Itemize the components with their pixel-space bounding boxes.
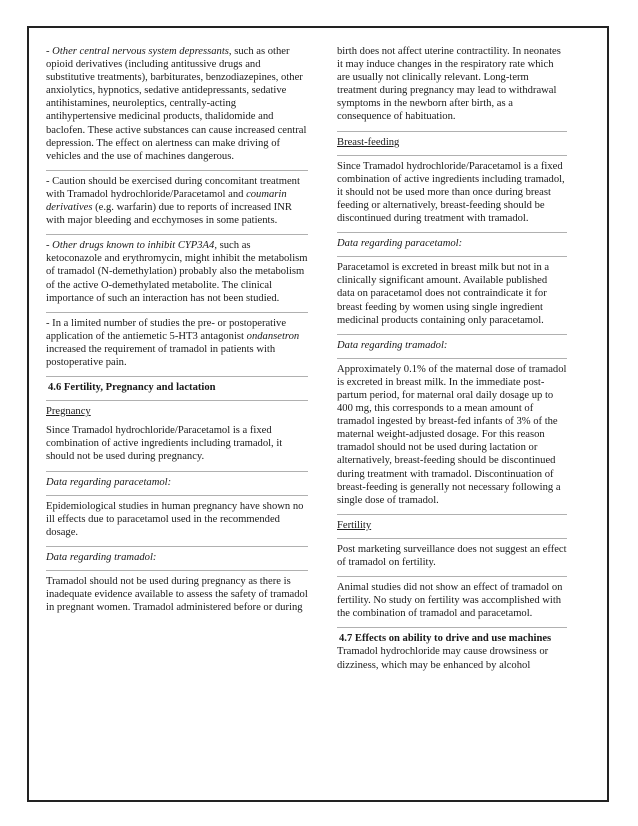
cns-depressants-lead: - Other central nervous system depressants [46,46,229,57]
divider [46,495,308,496]
breast-feeding-text: Since Tramadol hydrochloride/Paracetamol is a fixed combination of active ingredients including tramadol, it should not be used more than once during breast feeding or alternatively, breast-feeding should be discontinued during treatment with tramadol. [337,160,565,225]
divider [46,376,308,377]
section-heading-4-7: 4.7 Effects on ability to drive and use machines [339,633,552,645]
ondansetron-text-b: increased the requirement of tramadol in patients with postoperative pain. [46,343,276,368]
ondansetron-text-a: - In a limited number of studies the pre- or postoperative application of the antiemetic 5-HT3 antagonist [46,317,287,342]
divider [337,627,567,628]
right-column [337,45,567,679]
pregnancy-tramadol-heading: Data regarding tramadol: [46,551,157,563]
ondansetron-italic: ondansetron [246,330,300,342]
pregnancy-tramadol-text: Tramadol should not be used during pregnancy as there is inadequate evidence available to assess the safety of tramadol in pregnant women. Tramadol administered before or during [46,576,308,614]
cns-depressants-text: , such as other opioid derivatives (including antitussive drugs and substitutive treatments), barbiturates, benzodiazepines, other anxiolytics, hypnotics, sedative antidepressants, sedative antihistamines, neuroleptics, centrally-acting antihypertensive medicinal products, thalidomide and baclofen. These active substances can cause increased central depression. The effect on alertness can make driving of vehicles and the use of machines dangerous. [46,46,307,162]
divider [46,400,308,401]
left-column [46,45,308,621]
divider [337,514,567,515]
paragraph-ondansetron [46,317,308,369]
coumarin-italic: coumarin derivatives [46,188,287,214]
divider [337,256,567,257]
divider [46,570,308,571]
coumarin-text-a: - Caution should be exercised during concomitant treatment with Tramadol hydrochloride/Paracetamol and [46,175,300,200]
paragraph-cyp3a4 [46,239,308,304]
divider [337,131,567,132]
breast-feeding-paracetamol-text: Paracetamol is excreted in breast milk but not in a clinically significant amount. Available published data on paracetamol does not contraindicate it for breast feeding by women using single ingredient medicinal products containing only paracetamol. [337,262,550,326]
section-heading-4-6: 4.6 Fertility, Pregnancy and lactation [48,382,216,394]
divider [46,170,308,171]
divider [46,312,308,313]
coumarin-text-b: (e.g. warfarin) due to reports of increased INR with major bleeding and ecchymoses in some patients. [46,202,292,227]
drive-machines-text: Tramadol hydrochloride may cause drowsiness or dizziness, which may be enhanced by alcohol [337,646,549,671]
fertility-text-2: Animal studies did not show an effect of tramadol on fertility. No study on fertility was accomplished with the combination of tramadol and paracetamol. [337,582,563,620]
paragraph-coumarin [46,175,308,227]
pregnancy-paracetamol-heading: Data regarding paracetamol: [46,476,172,488]
fertility-heading: Fertility [337,519,372,531]
divider [337,155,567,156]
pregnancy-heading: Pregnancy [46,406,91,418]
divider [46,471,308,472]
cyp3a4-lead: - Other drugs known to inhibit CYP3A4 [46,240,215,252]
divider [337,334,567,335]
paragraph-cns-depressants [46,45,308,163]
breast-feeding-tramadol-text: Approximately 0.1% of the maternal dose of tramadol is excreted in breast milk. In the immediate post-partum period, for maternal oral daily dosage up to 400 mg, this corresponds to a mean amount of tramadol ingested by breast-fed infants of 3% of the maternal weight-adjusted dosage. For this reason tramadol should not be used during lactation or alternatively, breast-feeding should be discontinued during treatment with tramadol. Discontinuation of breast-feeding is generally not necessary following a single dose of tramadol. [337,363,567,506]
pregnancy-tramadol-continued: birth does not affect uterine contractility. In neonates it may induce changes in the respiratory rate which are usually not clinically relevant. Long-term treatment during pregnancy may lead to withdrawal symptoms in the newborn after birth, as a consequence of habituation. [337,46,561,123]
fertility-text-1: Post marketing surveillance does not suggest an effect of tramadol on fertility. [337,543,567,568]
divider [337,576,567,577]
pregnancy-text: Since Tramadol hydrochloride/Paracetamol is a fixed combination of active ingredients including tramadol, it should not be used during pregnancy. [46,425,283,463]
cyp3a4-text: , such as ketoconazole and erythromycin, might inhibit the metabolism of tramadol (N-demethylation) probably also the metabolism of the active O-demethylated metabolite. The clinical importance of such an interaction has not been studied. [46,240,308,304]
breast-feeding-tramadol-heading: Data regarding tramadol: [337,339,448,351]
divider [46,234,308,235]
pregnancy-paracetamol-text: Epidemiological studies in human pregnancy have shown no ill effects due to paracetamol used in the recommended dosage. [46,500,304,538]
divider [46,546,308,547]
breast-feeding-paracetamol-heading: Data regarding paracetamol: [337,238,463,250]
divider [337,232,567,233]
breast-feeding-heading: Breast-feeding [337,136,400,148]
divider [337,538,567,539]
divider [337,358,567,359]
